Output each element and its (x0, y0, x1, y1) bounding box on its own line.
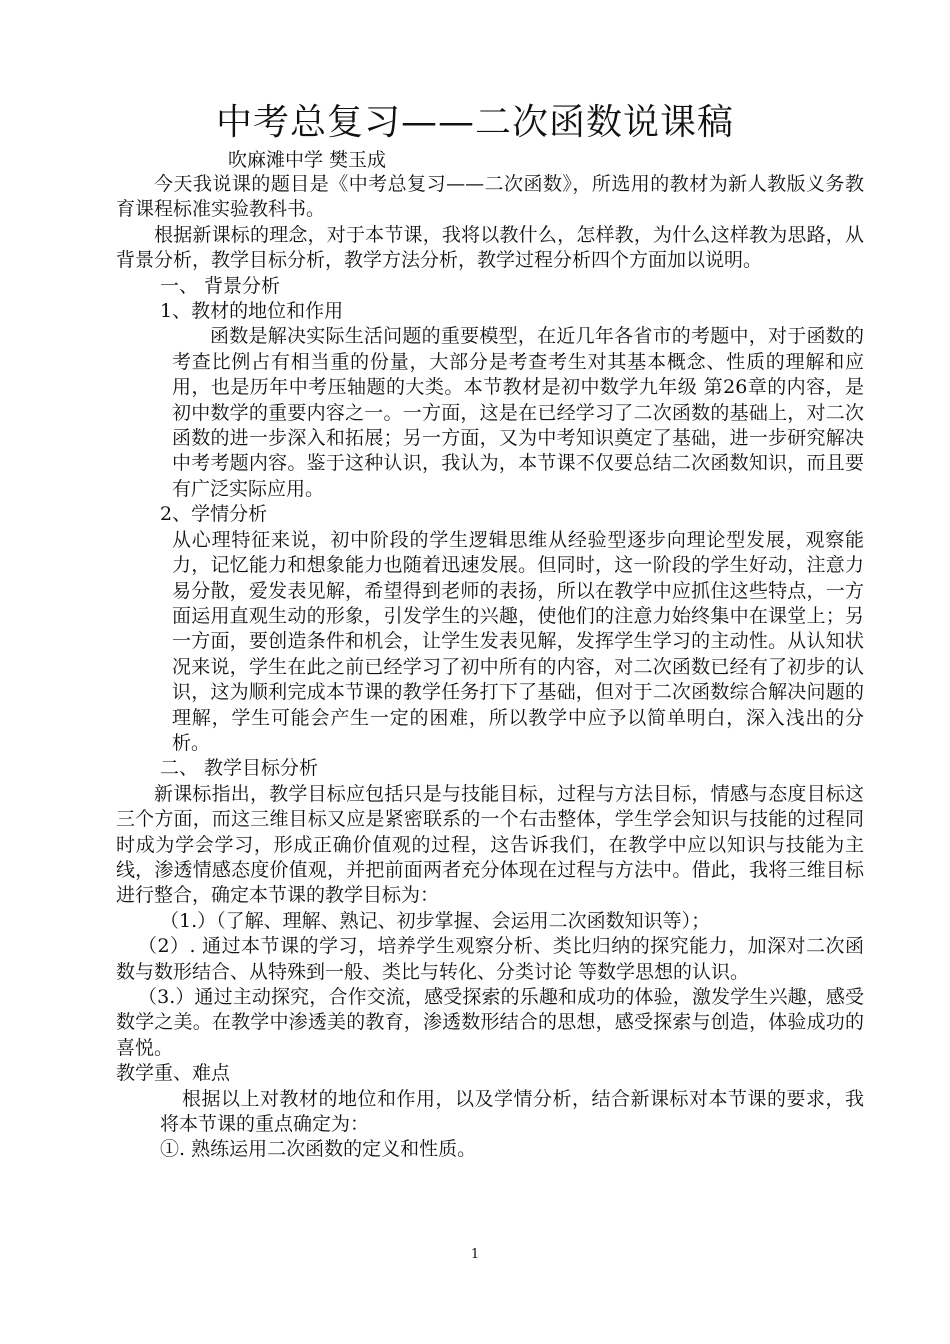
key-point-1: ①. 熟练运用二次函数的定义和性质。 (160, 1138, 477, 1161)
page-number: 1 (470, 1247, 480, 1262)
section-2-text: 新课标指出，教学目标应包括只是与技能目标，过程与方法目标，情感与态度目标这三个方面，而这三维目标又应是紧密联系的一个右击整体，学生学会知识与技能的过程同时成为学会学习，形成正确价值观的过程，这告诉我们，在教学中应以知识与技能为主线，渗透情感态度价值观，并把前面两者充分体现在过程与方法中。借此，我将三维目标进行整合，确定本节课的教学目标为： (116, 782, 864, 907)
subsection-1-text: 函数是解决实际生活问题的重要模型，在近几年各省市的考题中，对于函数的考查比例占有相当重的份量，大部分是考查考生对其基本概念、性质的理解和应用，也是历年中考压轴题的大类。本节教材是初中数学九年级 第26章的内容，是初中数学的重要内容之一。一方面，这是在已经学习了二次函数的基础上，对二次函数的进一步深入和拓展；另一方面，又为中考知识奠定了基础，进一步研究解决中考考题内容。鉴于这种认识，我认为，本节课不仅要总结二次函数知识，而且要有广泛实际应用。 (172, 325, 864, 500)
goal-3: （3.）通过主动探究，合作交流，感受探索的乐趣和成功的体验，激发学生兴趣，感受数学之美。在教学中渗透美的教育，渗透数形结合的思想，感受探索与创造，体验成功的喜悦。 (116, 986, 864, 1059)
section-heading-1: 一、 背景分析 (160, 274, 281, 297)
section-heading-2: 二、 教学目标分析 (160, 757, 319, 780)
section-3-text: 根据以上对教材的地位和作用，以及学情分析，结合新课标对本节课的要求，我将本节课的重点确定为： (160, 1087, 864, 1136)
doc-title: 中考总复习——二次函数说课稿 (215, 102, 734, 143)
section-heading-3: 教学重、难点 (116, 1062, 231, 1085)
goal-2: （2）. 通过本节课的学习，培养学生观察分析、类比归纳的探究能力，加深对二次函数与数形结合、从特殊到一般、类比与转化、分类讨论 等数学思想的认识。 (116, 935, 864, 983)
subsection-2-text: 从心理特征来说，初中阶段的学生逻辑思维从经验型逐步向理论型发展，观察能力，记忆能力和想象能力也随着迅速发展。但同时，这一阶段的学生好动，注意力易分散，爱发表见解，希望得到老师的表扬，所以在教学中应抓住这些特点，一方面运用直观生动的形象，引发学生的兴趣，使他们的注意力始终集中在课堂上；另一方面，要创造条件和机会，让学生发表见解，发挥学生学习的主动性。从认知状况来说，学生在此之前已经学习了初中所有的内容，对二次函数已经有了初步的认识，这为顺利完成本节课的教学任务打下了基础，但对于二次函数综合解决问题的理解，学生可能会产生一定的困难，所以教学中应予以简单明白，深入浅出的分析。 (172, 528, 864, 754)
doc-author: 吹麻滩中学 樊玉成 (228, 149, 387, 171)
goal-1: （1.）（了解、理解、熟记、初步掌握、会运用二次函数知识等）； (160, 909, 711, 932)
intro-paragraph-2: 根据新课标的理念，对于本节课，我将以教什么，怎样教，为什么这样教为思路，从背景分析，教学目标分析，教学方法分析，教学过程分析四个方面加以说明。 (116, 223, 864, 272)
subsection-heading-2: 2、学情分析 (160, 503, 268, 526)
subsection-heading-1: 1、教材的地位和作用 (160, 300, 344, 323)
intro-paragraph-1: 今天我说课的题目是《中考总复习——二次函数》，所选用的教材为新人教版义务教育课程标准实验教科书。 (116, 173, 864, 221)
doc-body (116, 172, 864, 1163)
